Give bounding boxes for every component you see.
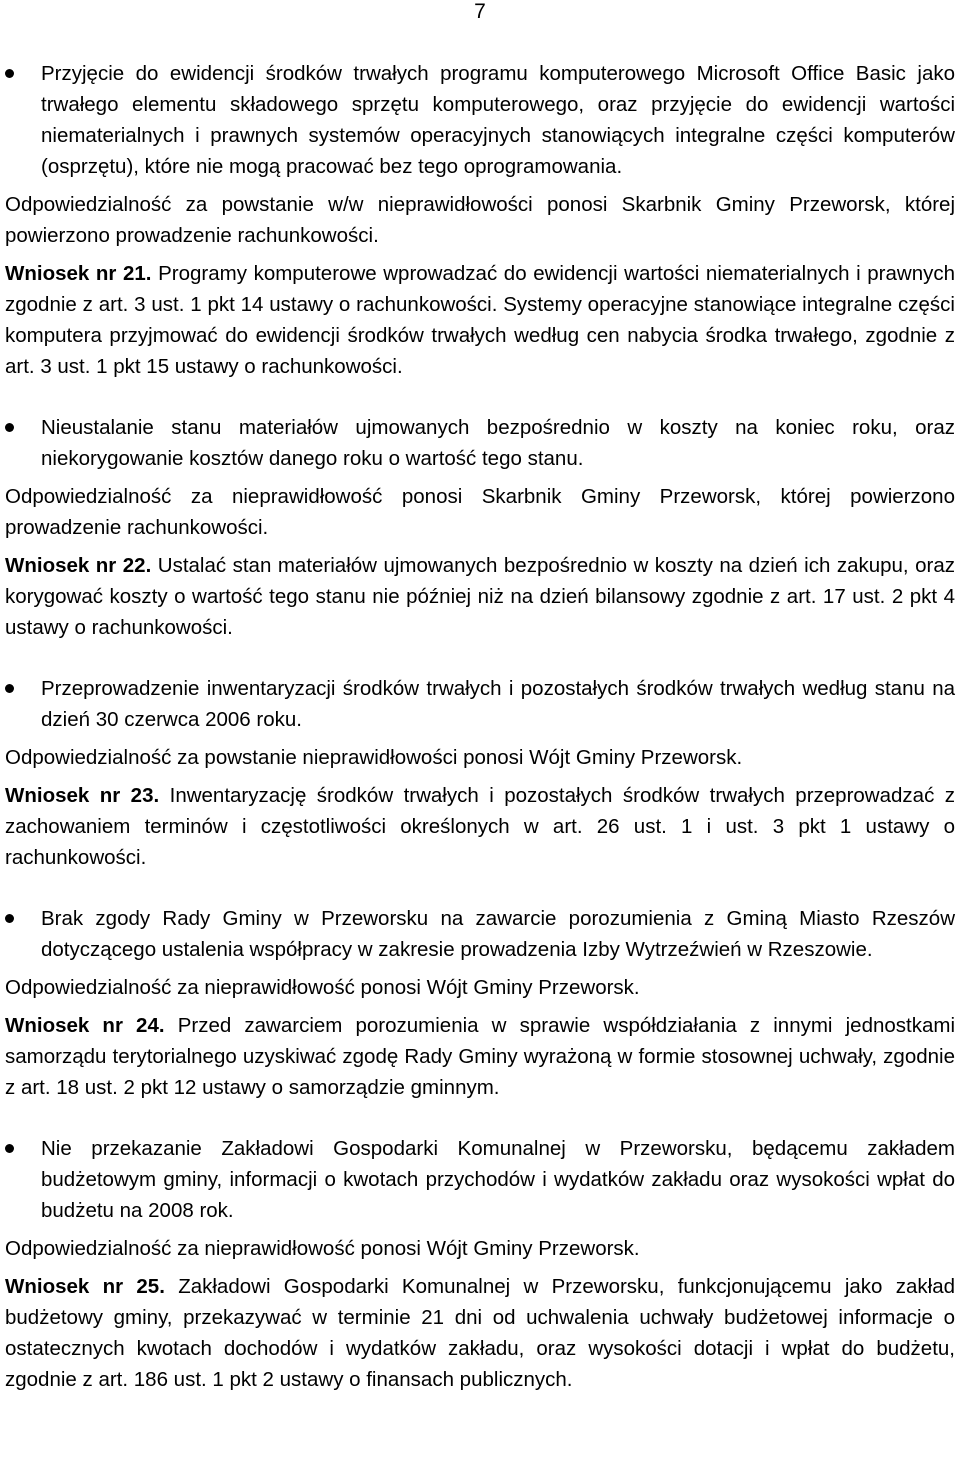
responsibility-text: Odpowiedzialność za powstanie nieprawidłowości ponosi Wójt Gminy Przeworsk. (5, 746, 743, 769)
recommendation (5, 780, 955, 873)
recommendation-label: Wniosek nr 24. (5, 1014, 165, 1037)
recommendation-text: Zakładowi Gospodarki Komunalnej w Przeworsku, funkcjonującemu jako zakład budżetowy gminy, przekazywać w terminie 21 dni od uchwalenia uchwały budżetowej informacje o ostatecznych kwotach dochodów i wydatków zakładu, oraz wysokości dotacji i wpłat do budżetu, zgodnie z art. 186 ust. 1 pkt 2 ustawy o finansach publicznych. (5, 1275, 955, 1391)
finding-section-5 (5, 1133, 955, 1395)
finding-section-4 (5, 903, 955, 1103)
finding-section-1 (5, 58, 955, 382)
recommendation-text: Ustalać stan materiałów ujmowanych bezpośrednio w koszty na dzień ich zakupu, oraz korygować koszty o wartość tego stanu nie później niż na dzień bilansowy zgodnie z art. 17 ust. 2 pkt 4 ustawy o rachunkowości. (5, 554, 955, 639)
finding-section-2 (5, 412, 955, 643)
page-number: 7 (474, 0, 486, 23)
responsibility-text: Odpowiedzialność za nieprawidłowość ponosi Wójt Gminy Przeworsk. (5, 1237, 640, 1260)
responsibility-text: Odpowiedzialność za nieprawidłowość ponosi Skarbnik Gminy Przeworsk, której powierzono prowadzenie rachunkowości. (5, 485, 955, 539)
recommendation-label: Wniosek nr 25. (5, 1275, 165, 1298)
finding-bullet (5, 58, 955, 182)
recommendation (5, 1271, 955, 1395)
finding-text: Przeprowadzenie inwentaryzacji środków trwałych i pozostałych środków trwałych według stanu na dzień 30 czerwca 2006 roku. (41, 677, 955, 731)
recommendation (5, 1010, 955, 1103)
finding-section-3 (5, 673, 955, 873)
finding-bullet (5, 903, 955, 965)
recommendation-text: Inwentaryzację środków trwałych i pozostałych środków trwałych przeprowadzać z zachowaniem terminów i częstotliwości określonych w art. 26 ust. 1 i ust. 3 pkt 1 ustawy o rachunkowości. (5, 784, 956, 869)
finding-text: Przyjęcie do ewidencji środków trwałych programu komputerowego Microsoft Office Basic jako trwałego elementu składowego sprzętu komputerowego, oraz przyjęcie do ewidencji wartości niematerialnych i prawnych systemów operacyjnych stanowiących integralne części komputerów (osprzętu), które nie mogą pracować bez tego oprogramowania. (41, 62, 955, 178)
bullet-icon (5, 423, 14, 432)
bullet-icon (5, 1144, 14, 1153)
recommendation (5, 258, 955, 382)
bullet-icon (5, 914, 14, 923)
responsibility-text: Odpowiedzialność za nieprawidłowość ponosi Wójt Gminy Przeworsk. (5, 976, 640, 999)
finding-bullet (5, 412, 955, 474)
bullet-icon (5, 684, 14, 693)
bullet-icon (5, 69, 14, 78)
finding-text: Nieustalanie stanu materiałów ujmowanych bezpośrednio w koszty na koniec roku, oraz niekorygowanie kosztów danego roku o wartość tego stanu. (41, 416, 955, 470)
recommendation-label: Wniosek nr 22. (5, 554, 152, 577)
finding-text: Brak zgody Rady Gminy w Przeworsku na zawarcie porozumienia z Gminą Miasto Rzeszów dotyczącego ustalenia współpracy w zakresie prowadzenia Izby Wytrzeźwień w Rzeszowie. (41, 907, 955, 961)
document-body (5, 58, 955, 1425)
responsibility-text: Odpowiedzialność za powstanie w/w nieprawidłowości ponosi Skarbnik Gminy Przeworsk, której powierzono prowadzenie rachunkowości. (5, 193, 955, 247)
finding-text: Nie przekazanie Zakładowi Gospodarki Komunalnej w Przeworsku, będącemu zakładem budżetowym gminy, informacji o kwotach przychodów i wydatków zakładu oraz wysokości wpłat do budżetu na 2008 rok. (41, 1137, 955, 1222)
recommendation-label: Wniosek nr 21. (5, 262, 152, 285)
finding-bullet (5, 673, 955, 735)
recommendation (5, 550, 955, 643)
recommendation-text: Przed zawarciem porozumienia w sprawie współdziałania z innymi jednostkami samorządu terytorialnego uzyskiwać zgodę Rady Gminy wyrażoną w formie stosownej uchwały, zgodnie z art. 18 ust. 2 pkt 12 ustawy o samorządzie gminnym. (5, 1014, 955, 1099)
finding-bullet (5, 1133, 955, 1226)
recommendation-label: Wniosek nr 23. (5, 784, 160, 807)
recommendation-text: Programy komputerowe wprowadzać do ewidencji wartości niematerialnych i prawnych zgodnie z art. 3 ust. 1 pkt 14 ustawy o rachunkowości. Systemy operacyjne stanowiące integralne części komputera przyjmować do ewidencji środków trwałych według cen nabycia środka trwałego, zgodnie z art. 3 ust. 1 pkt 15 ustawy o rachunkowości. (5, 262, 955, 378)
